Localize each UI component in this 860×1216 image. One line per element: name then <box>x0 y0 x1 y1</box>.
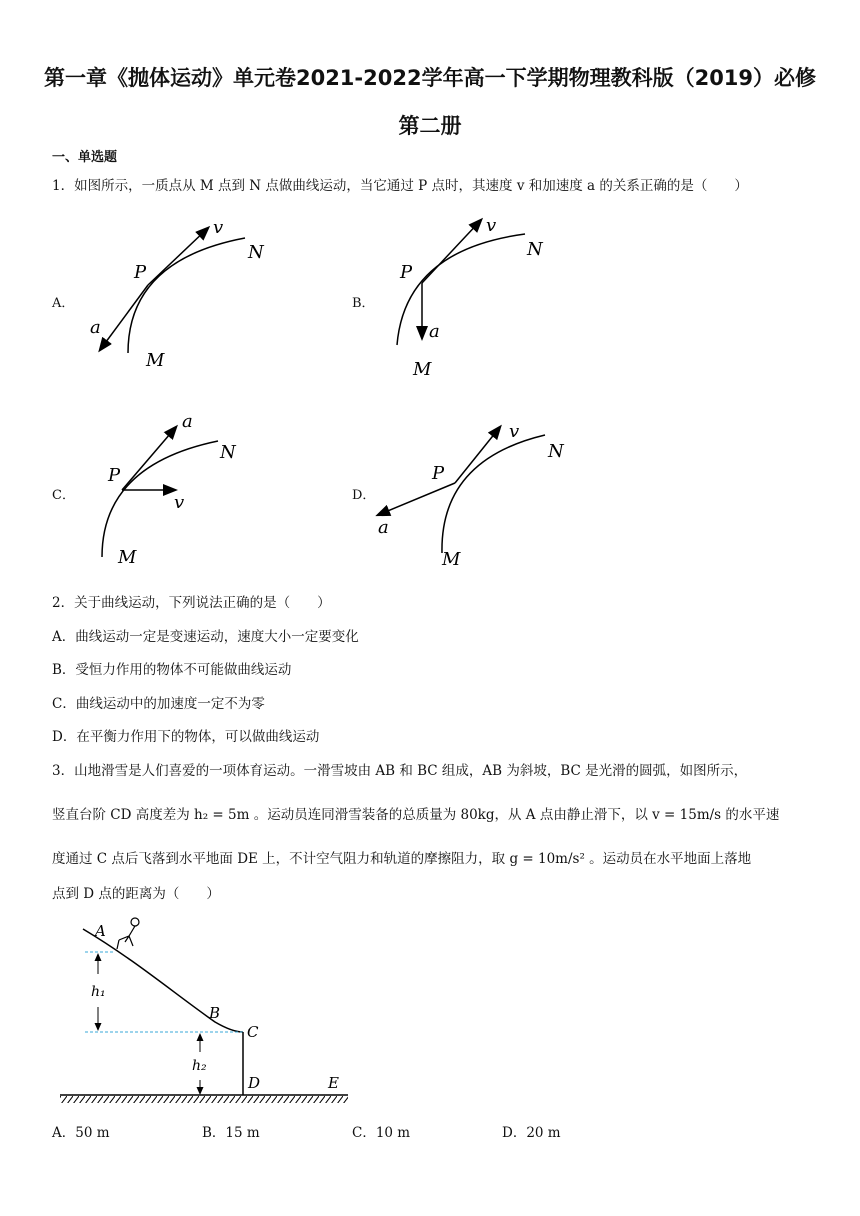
label-E: E <box>328 1074 339 1092</box>
label-v: v <box>509 421 520 442</box>
question-2-stem: 2．关于曲线运动，下列说法正确的是（ ） <box>52 595 331 611</box>
q3-option-a: A．50 m <box>52 1125 110 1141</box>
q1-option-d-label: D． <box>352 488 376 503</box>
q2-option-b: B．受恒力作用的物体不可能做曲线运动 <box>52 662 292 678</box>
velocity-arrow <box>148 228 208 285</box>
acceleration-arrow <box>100 285 148 350</box>
q1-option-c-label: C． <box>52 488 75 503</box>
q1-figure-d <box>370 405 580 575</box>
label-N: N <box>220 442 236 463</box>
trajectory-curve <box>128 238 245 353</box>
label-P: P <box>400 262 413 283</box>
q2-option-a: A．曲线运动一定是变速运动，速度大小一定要变化 <box>52 629 359 645</box>
question-3-line-4: 点到 D 点的距离为（ ） <box>52 886 220 902</box>
label-M: M <box>442 549 461 570</box>
q1-figure-b <box>385 210 585 380</box>
label-a: a <box>90 317 101 338</box>
q3-option-c: C．10 m <box>352 1125 411 1141</box>
label-D: D <box>248 1074 261 1092</box>
q3-option-b: B．15 m <box>202 1125 260 1141</box>
question-1-stem: 1．如图所示，一质点从 M 点到 N 点做曲线运动，当它通过 P 点时，其速度 v 和加速度 a 的关系正确的是（ ） <box>52 178 748 194</box>
label-M: M <box>146 350 165 371</box>
question-3-line-3: 度通过 C 点后飞落到水平地面 DE 上，不计空气阻力和轨道的摩擦阻力，取 g = 10m/s² 。运动员在水平地面上落地 <box>52 851 752 867</box>
label-a: a <box>378 517 389 538</box>
label-a: a <box>182 411 193 432</box>
label-a: a <box>429 321 440 342</box>
question-3-line-1: 3．山地滑雪是人们喜爱的一项体育运动。一滑雪坡由 AB 和 BC 组成，AB 为斜坡，BC 是光滑的圆弧，如图所示， <box>52 763 748 779</box>
q1-figure-c <box>80 405 280 575</box>
label-P: P <box>134 262 147 283</box>
label-M: M <box>118 547 137 568</box>
label-C: C <box>247 1023 259 1041</box>
label-h2: h₂ <box>192 1058 207 1074</box>
label-P: P <box>108 465 121 486</box>
q1-figure-a <box>80 210 280 380</box>
label-A: A <box>95 922 106 940</box>
label-h1: h₁ <box>91 984 106 1000</box>
acceleration-arrow <box>378 483 455 515</box>
label-P: P <box>432 463 445 484</box>
label-M: M <box>413 359 432 380</box>
q2-option-c: C．曲线运动中的加速度一定不为零 <box>52 696 265 712</box>
document-title: 第一章《抛体运动》单元卷2021-2022学年高一下学期物理教科版（2019）必修 <box>43 66 817 90</box>
label-N: N <box>248 242 264 263</box>
velocity-arrow <box>422 220 481 283</box>
q3-ski-slope-figure <box>55 912 355 1104</box>
q2-option-d: D．在平衡力作用下的物体，可以做曲线运动 <box>52 729 320 745</box>
label-N: N <box>527 239 543 260</box>
label-N: N <box>548 441 564 462</box>
question-3-line-2: 竖直台阶 CD 高度差为 h₂ = 5m 。运动员连同滑雪装备的总质量为 80kg，从 A 点由静止滑下，以 v = 15m/s 的水平速 <box>52 807 780 823</box>
label-B: B <box>209 1004 221 1022</box>
trajectory-curve <box>102 441 218 557</box>
label-v: v <box>213 217 224 238</box>
label-v: v <box>174 492 185 513</box>
skier-icon <box>117 918 139 949</box>
section-heading: 一、单选题 <box>52 150 118 165</box>
label-v: v <box>486 215 497 236</box>
trajectory-curve <box>442 435 545 553</box>
acceleration-arrow <box>122 427 176 490</box>
q1-option-a-label: A． <box>52 296 75 311</box>
q3-option-d: D．20 m <box>502 1125 561 1141</box>
q1-option-b-label: B． <box>352 296 375 311</box>
document-title-continued: 第二册 <box>398 114 462 138</box>
trajectory-curve <box>397 234 525 345</box>
